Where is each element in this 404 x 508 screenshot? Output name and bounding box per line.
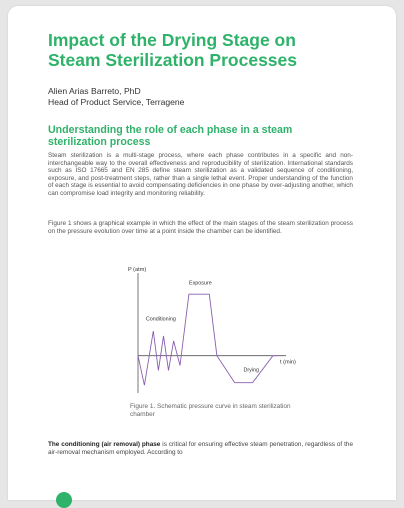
y-axis-label: P (atm) — [128, 267, 147, 273]
phase-annotation: Drying — [243, 367, 260, 374]
title-line-1: Impact of the Drying Stage on — [48, 30, 296, 50]
body-paragraph-3 — [48, 441, 353, 456]
author-name: Alien Arias Barreto, PhD — [48, 86, 141, 96]
x-axis-label: t (min) — [280, 359, 296, 366]
section-heading — [48, 125, 368, 148]
section-heading-line-2: sterilization process — [48, 135, 151, 148]
pressure-curve-figure — [110, 265, 310, 400]
article-page — [8, 6, 396, 500]
conditioning-phase-term: The conditioning (air removal) phase — [48, 441, 161, 448]
author-role: Head of Product Service, Terragene — [48, 97, 185, 107]
section-heading-line-1: Understanding the role of each phase in a steam — [48, 124, 293, 136]
article-title — [48, 30, 378, 70]
title-line-2: Steam Sterilization Processes — [48, 50, 297, 70]
page-badge-icon — [56, 492, 72, 508]
body-paragraph-2: Figure 1 shows a graphical example in which the effect of the main stages of the steam sterilization process on the pressure evolution over time at a point inside the chamber can be identified. — [48, 220, 353, 235]
body-paragraph-3-text: is critical for ensuring effective steam penetration, regardless of the air-removal mechanism employed. According to — [48, 441, 353, 456]
body-paragraph-1: Steam sterilization is a multi-stage process, where each phase contributes in a specific and non-interchangeable way to the overall effectiveness and reproducibility of sterilization. International standards such as ISO 17665 and EN 285 define steam sterilization as a validated sequence of conditioning, exposure, and post-treatment steps, rather than a single lethal event. Proper understanding of the function of each stage is essential to avoid compensating deficiencies in one phase by over-adjusting another, which can compromise load integrity and monitoring reliability. — [48, 152, 353, 197]
author-block — [48, 86, 378, 108]
phase-annotation: Exposure — [188, 280, 212, 287]
phase-annotation: Conditioning — [145, 316, 176, 323]
figure-caption: Figure 1. Schematic pressure curve in steam sterilization chamber — [130, 403, 291, 418]
